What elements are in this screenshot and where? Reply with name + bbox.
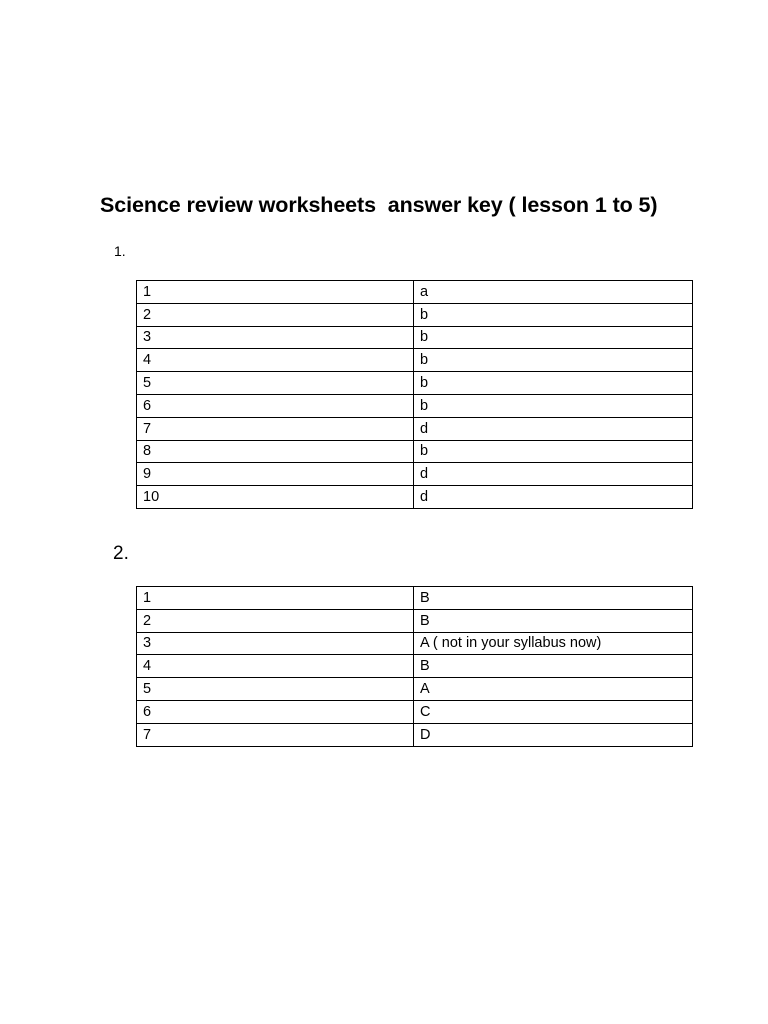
answer-cell: C xyxy=(414,700,693,723)
answer-cell: A xyxy=(414,678,693,701)
table-row xyxy=(137,281,693,304)
question-number-cell: 10 xyxy=(137,486,414,509)
question-number-cell: 1 xyxy=(137,281,414,304)
table-row xyxy=(137,440,693,463)
table-row xyxy=(137,326,693,349)
question-number-cell: 3 xyxy=(137,632,414,655)
question-number-cell: 2 xyxy=(137,609,414,632)
answer-cell: b xyxy=(414,326,693,349)
table-row xyxy=(137,587,693,610)
table-row xyxy=(137,632,693,655)
table-row xyxy=(137,723,693,746)
section-1-label: 1. xyxy=(114,243,126,259)
answer-cell: b xyxy=(414,303,693,326)
table-row xyxy=(137,417,693,440)
answer-cell: b xyxy=(414,372,693,395)
answer-cell: B xyxy=(414,587,693,610)
answer-cell: B xyxy=(414,609,693,632)
table-row xyxy=(137,394,693,417)
table-row xyxy=(137,349,693,372)
question-number-cell: 5 xyxy=(137,372,414,395)
question-number-cell: 9 xyxy=(137,463,414,486)
answer-cell: b xyxy=(414,394,693,417)
page-title: Science review worksheets answer key ( lesson 1 to 5) xyxy=(100,193,658,217)
answer-cell: b xyxy=(414,440,693,463)
section-2-label: 2. xyxy=(113,543,129,564)
question-number-cell: 4 xyxy=(137,349,414,372)
answer-table-1 xyxy=(136,280,693,509)
table-row xyxy=(137,372,693,395)
answer-cell: d xyxy=(414,463,693,486)
answer-cell: d xyxy=(414,486,693,509)
table-row xyxy=(137,655,693,678)
answer-cell: A ( not in your syllabus now) xyxy=(414,632,693,655)
table-row xyxy=(137,678,693,701)
question-number-cell: 3 xyxy=(137,326,414,349)
table-row xyxy=(137,303,693,326)
answer-cell: B xyxy=(414,655,693,678)
question-number-cell: 5 xyxy=(137,678,414,701)
table-row xyxy=(137,700,693,723)
question-number-cell: 7 xyxy=(137,417,414,440)
question-number-cell: 6 xyxy=(137,700,414,723)
question-number-cell: 1 xyxy=(137,587,414,610)
question-number-cell: 7 xyxy=(137,723,414,746)
answer-cell: b xyxy=(414,349,693,372)
answer-cell: d xyxy=(414,417,693,440)
answer-table-2 xyxy=(136,586,693,747)
table-row xyxy=(137,486,693,509)
table-row xyxy=(137,609,693,632)
answer-cell: D xyxy=(414,723,693,746)
question-number-cell: 4 xyxy=(137,655,414,678)
question-number-cell: 2 xyxy=(137,303,414,326)
question-number-cell: 8 xyxy=(137,440,414,463)
table-row xyxy=(137,463,693,486)
answer-cell: a xyxy=(414,281,693,304)
question-number-cell: 6 xyxy=(137,394,414,417)
